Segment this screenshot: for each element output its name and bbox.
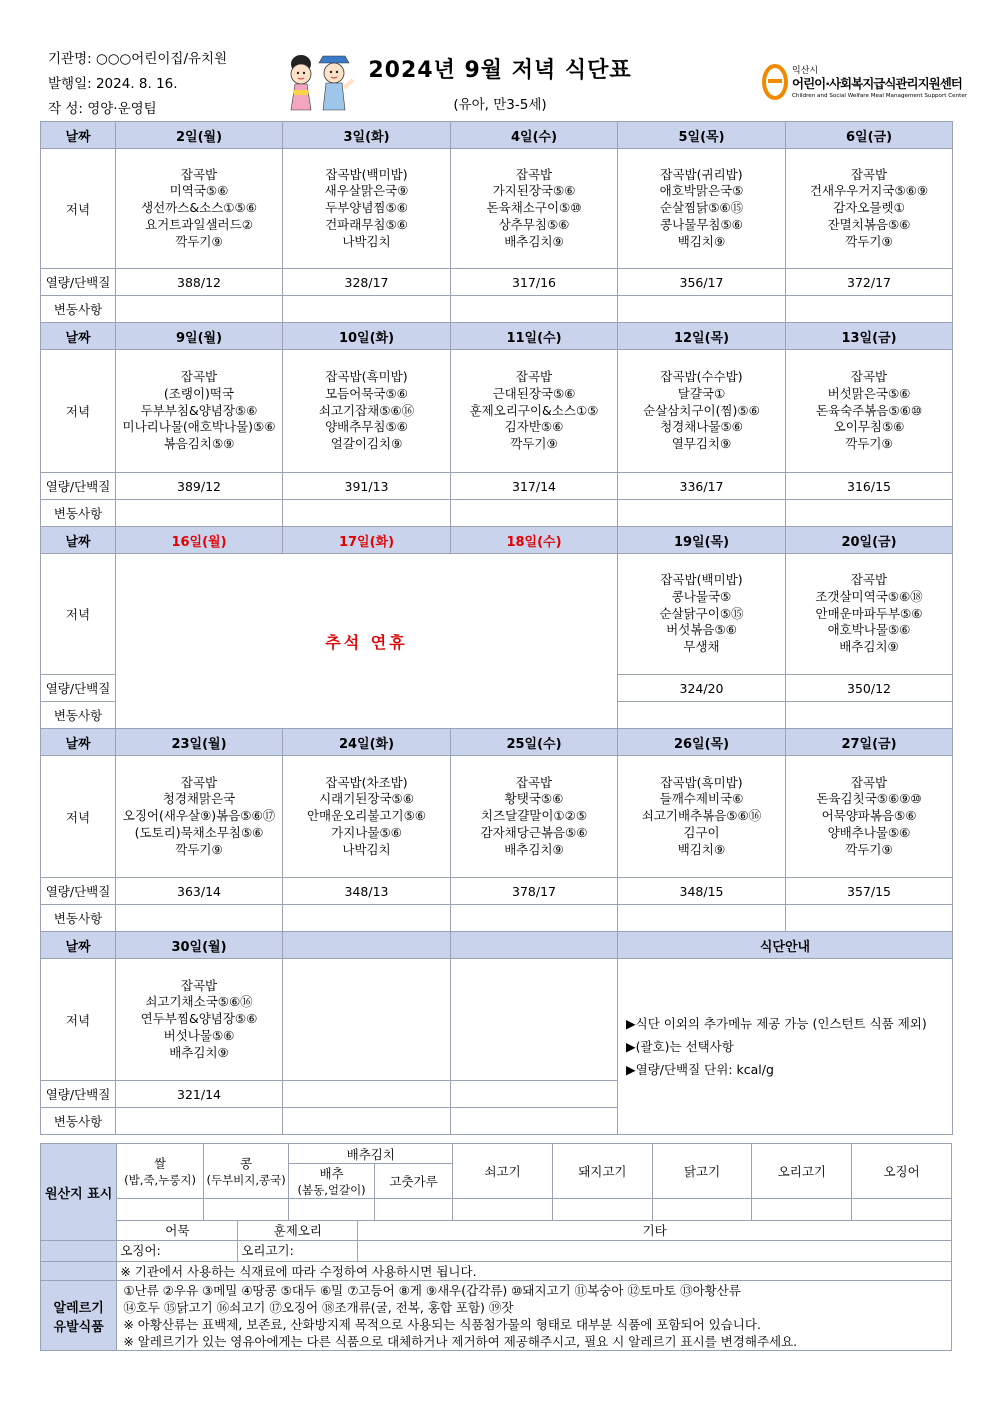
kcal-label: 열량/단백질 bbox=[41, 878, 116, 905]
origin-label: 원산지 표시 bbox=[41, 1144, 117, 1241]
change-cell[interactable] bbox=[451, 296, 618, 323]
dinner-row bbox=[41, 149, 953, 269]
origin-value[interactable] bbox=[552, 1199, 652, 1221]
dinner-label: 저녁 bbox=[41, 959, 116, 1081]
date-cell: 24일(화) bbox=[283, 729, 451, 756]
menu-cell-empty bbox=[451, 959, 618, 1081]
origin-head-etc: 기타 bbox=[642, 1223, 667, 1238]
origin-value[interactable] bbox=[453, 1199, 553, 1221]
origin-head-kimchi: 배추김치 bbox=[289, 1144, 453, 1164]
date-row bbox=[41, 932, 953, 959]
change-cell[interactable] bbox=[786, 500, 953, 527]
holiday-cell bbox=[116, 554, 618, 729]
date-label: 날짜 bbox=[41, 932, 116, 959]
menu-cell: 잡곡밥(백미밥) 콩나물국⑤ 순살닭구이⑤⑮ 버섯볶음⑤⑥ 무생채 bbox=[618, 554, 786, 675]
date-row bbox=[41, 729, 953, 756]
kcal-label: 열량/단백질 bbox=[41, 1081, 116, 1108]
kcal-cell: 388/12 bbox=[116, 269, 283, 296]
squid-origin-field[interactable]: 오징어: bbox=[117, 1241, 238, 1261]
logo-mark-icon bbox=[762, 64, 788, 100]
author: 작 성: 영양·운영팀 bbox=[48, 101, 157, 117]
date-cell: 5일(목) bbox=[618, 122, 786, 149]
kcal-cell: 372/17 bbox=[786, 269, 953, 296]
change-cell[interactable] bbox=[451, 500, 618, 527]
kcal-cell: 317/16 bbox=[451, 269, 618, 296]
change-label: 변동사항 bbox=[41, 702, 116, 729]
menu-cell: 잡곡밥(수수밥) 달걀국① 순살삼치구이(찜)⑤⑥ 청경채나물⑤⑥ 열무김치⑨ bbox=[618, 350, 786, 473]
date-cell: 9일(월) bbox=[116, 323, 283, 350]
change-row bbox=[41, 296, 953, 323]
dinner-label: 저녁 bbox=[41, 350, 116, 473]
origin-label-cont bbox=[41, 1241, 117, 1262]
header-info bbox=[48, 47, 227, 122]
origin-sub-row bbox=[117, 1221, 952, 1241]
kcal-row bbox=[41, 473, 953, 500]
logo-city: 익산시 bbox=[792, 66, 819, 76]
guide-line: ▶(괄호)는 선택사항 bbox=[626, 1039, 734, 1054]
origin-value[interactable] bbox=[752, 1199, 852, 1221]
date-cell: 13일(금) bbox=[786, 323, 953, 350]
date-cell bbox=[283, 932, 451, 959]
menu-cell: 잡곡밥 조갯살미역국⑤⑥⑱ 안매운마파두부⑤⑥ 애호박나물⑤⑥ 배추김치⑨ bbox=[786, 554, 953, 675]
menu-cell: 잡곡밥 쇠고기채소국⑤⑥⑯ 연두부찜&양념장⑤⑥ 버섯나물⑤⑥ 배추김치⑨ bbox=[116, 959, 283, 1081]
date-label: 날짜 bbox=[41, 323, 116, 350]
date-row bbox=[41, 122, 953, 149]
kcal-label: 열량/단백질 bbox=[41, 473, 116, 500]
date-cell: 19일(목) bbox=[618, 527, 786, 554]
change-label: 변동사항 bbox=[41, 1108, 116, 1135]
dinner-label: 저녁 bbox=[41, 554, 116, 675]
duck-origin-field[interactable]: 오리고기: bbox=[238, 1241, 358, 1261]
change-cell[interactable] bbox=[786, 905, 953, 932]
date-label: 날짜 bbox=[41, 122, 116, 149]
dinner-row bbox=[41, 959, 953, 1081]
logo-name: 어린이·사회복지급식관리지원센터 bbox=[792, 76, 962, 91]
origin-note: ※ 기관에서 사용하는 식재료에 따라 수정하여 사용하시면 됩니다. bbox=[117, 1262, 952, 1281]
menu-cell: 잡곡밥 미역국⑤⑥ 생선까스&소스①⑤⑥ 요거트과일샐러드② 깍두기⑨ bbox=[116, 149, 283, 269]
allergy-label: 알레르기 유발식품 bbox=[41, 1281, 117, 1351]
date-row bbox=[41, 527, 953, 554]
kcal-cell: 378/17 bbox=[451, 878, 618, 905]
date-cell: 2일(월) bbox=[116, 122, 283, 149]
origin-head-squid: 오징어 bbox=[852, 1144, 952, 1199]
origin-label-cont bbox=[41, 1262, 117, 1281]
menu-cell: 잡곡밥 청경채맑은국 오징어(새우살⑨)볶음⑤⑥⑰ (도토리)묵채소무침⑤⑥ 깍두기⑨ bbox=[116, 756, 283, 878]
dinner-label: 저녁 bbox=[41, 756, 116, 878]
change-cell[interactable] bbox=[618, 702, 786, 729]
holiday-date-cell: 16일(월) bbox=[116, 527, 283, 554]
change-cell[interactable] bbox=[786, 702, 953, 729]
kcal-cell: 357/15 bbox=[786, 878, 953, 905]
date-cell: 6일(금) bbox=[786, 122, 953, 149]
date-cell: 4일(수) bbox=[451, 122, 618, 149]
origin-head-rice: 쌀 (밥,죽,누룽지) bbox=[117, 1144, 204, 1199]
change-cell[interactable] bbox=[116, 905, 283, 932]
kcal-cell: 336/17 bbox=[618, 473, 786, 500]
date-cell: 25일(수) bbox=[451, 729, 618, 756]
kcal-cell: 328/17 bbox=[283, 269, 451, 296]
change-cell[interactable] bbox=[116, 1108, 283, 1135]
dinner-row bbox=[41, 554, 953, 675]
menu-cell: 잡곡밥(차조밥) 시래기된장국⑤⑥ 안매운오리불고기⑤⑥ 가지나물⑤⑥ 나박김치 bbox=[283, 756, 451, 878]
logo-english: Children and Social Welfare Meal Management Support Center bbox=[792, 93, 968, 99]
page-title: 2024년 9월 저녁 식단표 bbox=[368, 58, 632, 83]
kcal-cell: 324/20 bbox=[618, 675, 786, 702]
menu-cell: 잡곡밥 (조랭이)떡국 두부부침&양념장⑤⑥ 미나리나물(애호박나물)⑤⑥ 볶음김치⑤⑨ bbox=[116, 350, 283, 473]
menu-cell: 잡곡밥 황탯국⑤⑥ 치즈달걀말이①②⑤ 감자채당근볶음⑤⑥ 배추김치⑨ bbox=[451, 756, 618, 878]
change-cell[interactable] bbox=[283, 500, 451, 527]
change-cell[interactable] bbox=[283, 1108, 451, 1135]
guide-line: ▶식단 이외의 추가메뉴 제공 가능 (인스턴트 식품 제외) bbox=[626, 1016, 927, 1031]
change-label: 변동사항 bbox=[41, 905, 116, 932]
etc-origin-field[interactable] bbox=[358, 1241, 951, 1261]
change-cell[interactable] bbox=[116, 500, 283, 527]
origin-table bbox=[40, 1143, 952, 1351]
change-cell[interactable] bbox=[116, 296, 283, 323]
change-cell[interactable] bbox=[618, 500, 786, 527]
holiday-date-cell: 17일(화) bbox=[283, 527, 451, 554]
guide-box bbox=[618, 959, 953, 1135]
kcal-cell: 363/14 bbox=[116, 878, 283, 905]
date-cell: 11일(수) bbox=[451, 323, 618, 350]
allergy-line: ⑭호두 ⑮닭고기 ⑯쇠고기 ⑰오징어 ⑱조개류(굴, 전복, 홍합 포함) ⑲잣 bbox=[123, 1299, 514, 1315]
dinner-row bbox=[41, 350, 953, 473]
kcal-label: 열량/단백질 bbox=[41, 269, 116, 296]
guide-title: 식단안내 bbox=[618, 932, 953, 959]
date-cell bbox=[451, 932, 618, 959]
kcal-cell bbox=[283, 1081, 451, 1108]
menu-cell: 잡곡밥 가지된장국⑤⑥ 돈육채소구이⑤⑩ 상추무침⑤⑥ 배추김치⑨ bbox=[451, 149, 618, 269]
kcal-cell: 356/17 bbox=[618, 269, 786, 296]
change-row bbox=[41, 500, 953, 527]
date-cell: 20일(금) bbox=[786, 527, 953, 554]
menu-cell: 잡곡밥(흑미밥) 모듬어묵국⑤⑥ 쇠고기잡채⑤⑥⑯ 양배추무침⑤⑥ 얼갈이김치⑨ bbox=[283, 350, 451, 473]
date-cell: 23일(월) bbox=[116, 729, 283, 756]
kcal-cell: 348/15 bbox=[618, 878, 786, 905]
menu-table bbox=[40, 121, 953, 1135]
date-cell: 10일(화) bbox=[283, 323, 451, 350]
change-row bbox=[41, 905, 953, 932]
origin-value[interactable] bbox=[374, 1199, 452, 1221]
origin-head-pork: 돼지고기 bbox=[552, 1144, 652, 1199]
kcal-cell: 316/15 bbox=[786, 473, 953, 500]
allergy-info bbox=[117, 1281, 952, 1351]
date-label: 날짜 bbox=[41, 527, 116, 554]
change-label: 변동사항 bbox=[41, 500, 116, 527]
change-cell[interactable] bbox=[451, 905, 618, 932]
menu-cell: 잡곡밥 버섯맑은국⑤⑥ 돈육숙주볶음⑤⑥⑩ 오이무침⑤⑥ 깍두기⑨ bbox=[786, 350, 953, 473]
menu-cell: 잡곡밥 근대된장국⑤⑥ 훈제오리구이&소스①⑤ 김자반⑤⑥ 깍두기⑨ bbox=[451, 350, 618, 473]
kcal-cell: 350/12 bbox=[786, 675, 953, 702]
menu-cell: 잡곡밥 건새우우거지국⑤⑥⑨ 감자오믈렛① 잔멸치볶음⑤⑥ 깍두기⑨ bbox=[786, 149, 953, 269]
origin-head-smoked-duck: 훈제오리 bbox=[238, 1221, 358, 1240]
change-cell[interactable] bbox=[786, 296, 953, 323]
origin-head-pepper: 고춧가루 bbox=[374, 1164, 452, 1199]
origin-head-cabbage: 배추 (봄동,얼갈이) bbox=[289, 1164, 375, 1199]
menu-cell-empty bbox=[283, 959, 451, 1081]
change-cell[interactable] bbox=[618, 296, 786, 323]
guide-line: ▶열량/단백질 단위: kcal/g bbox=[626, 1062, 774, 1077]
change-cell[interactable] bbox=[283, 905, 451, 932]
date-label: 날짜 bbox=[41, 729, 116, 756]
holiday-date-cell: 18일(수) bbox=[451, 527, 618, 554]
allergy-line: ※ 알레르기가 있는 영유아에게는 다른 식품으로 대체하거나 제거하여 제공해주시고, 필요 시 알레르기 표시를 변경해주세요. bbox=[123, 1333, 798, 1349]
date-row bbox=[41, 323, 953, 350]
change-label: 변동사항 bbox=[41, 296, 116, 323]
origin-fields-row bbox=[117, 1241, 952, 1262]
allergy-line: ※ 아황산류는 표백제, 보존료, 산화방지제 목적으로 사용되는 식품첨가물의 형태로 대부분 식품에 포함되어 있습니다. bbox=[123, 1316, 761, 1332]
dinner-row bbox=[41, 756, 953, 878]
origin-value[interactable] bbox=[289, 1199, 375, 1221]
origin-head-bean: 콩 (두부비지,콩국) bbox=[203, 1144, 289, 1199]
origin-value[interactable] bbox=[652, 1199, 752, 1221]
menu-cell: 잡곡밥(흑미밥) 들깨수제비국⑥ 쇠고기배추볶음⑤⑥⑯ 김구이 백김치⑨ bbox=[618, 756, 786, 878]
kcal-cell: 389/12 bbox=[116, 473, 283, 500]
kcal-label: 열량/단백질 bbox=[41, 675, 116, 702]
kcal-cell bbox=[451, 1081, 618, 1108]
kcal-row bbox=[41, 269, 953, 296]
date-cell: 12일(목) bbox=[618, 323, 786, 350]
change-cell[interactable] bbox=[283, 296, 451, 323]
kcal-cell: 321/14 bbox=[116, 1081, 283, 1108]
date-cell: 26일(목) bbox=[618, 729, 786, 756]
kcal-cell: 348/13 bbox=[283, 878, 451, 905]
origin-value[interactable] bbox=[203, 1199, 289, 1221]
origin-value[interactable] bbox=[852, 1199, 952, 1221]
kcal-row bbox=[41, 878, 953, 905]
chuseok-holiday-text: 추석 연휴 bbox=[325, 632, 408, 652]
date-cell: 27일(금) bbox=[786, 729, 953, 756]
origin-head-fish: 어묵 bbox=[117, 1221, 238, 1240]
kcal-cell: 317/14 bbox=[451, 473, 618, 500]
menu-cell: 잡곡밥(귀리밥) 애호박맑은국⑤ 순살찜닭⑤⑥⑮ 콩나물무침⑤⑥ 백김치⑨ bbox=[618, 149, 786, 269]
origin-value[interactable] bbox=[117, 1199, 204, 1221]
institution-name: 기관명: ○○○어린이집/유치원 bbox=[48, 51, 228, 67]
origin-head-duck: 오리고기 bbox=[752, 1144, 852, 1199]
change-cell[interactable] bbox=[451, 1108, 618, 1135]
origin-head-chicken: 닭고기 bbox=[652, 1144, 752, 1199]
origin-head-beef: 쇠고기 bbox=[453, 1144, 553, 1199]
allergy-line: ①난류 ②우유 ③메밀 ④땅콩 ⑤대두 ⑥밀 ⑦고등어 ⑧게 ⑨새우(갑각류) ⑩돼지고기 ⑪복숭아 ⑫토마토 ⑬아황산류 bbox=[123, 1282, 741, 1298]
date-cell: 3일(화) bbox=[283, 122, 451, 149]
issue-date: 발행일: 2024. 8. 16. bbox=[48, 76, 178, 92]
change-cell[interactable] bbox=[618, 905, 786, 932]
kcal-cell: 391/13 bbox=[283, 473, 451, 500]
center-logo bbox=[762, 62, 968, 106]
date-cell: 30일(월) bbox=[116, 932, 283, 959]
dinner-label: 저녁 bbox=[41, 149, 116, 269]
page-subtitle: (유아, 만3-5세) bbox=[453, 97, 547, 113]
menu-cell: 잡곡밥(백미밥) 새우살맑은국⑨ 두부양념찜⑤⑥ 건파래무침⑤⑥ 나박김치 bbox=[283, 149, 451, 269]
menu-cell: 잡곡밥 돈육김칫국⑤⑥⑨⑩ 어묵양파볶음⑤⑥ 양배추나물⑤⑥ 깍두기⑨ bbox=[786, 756, 953, 878]
